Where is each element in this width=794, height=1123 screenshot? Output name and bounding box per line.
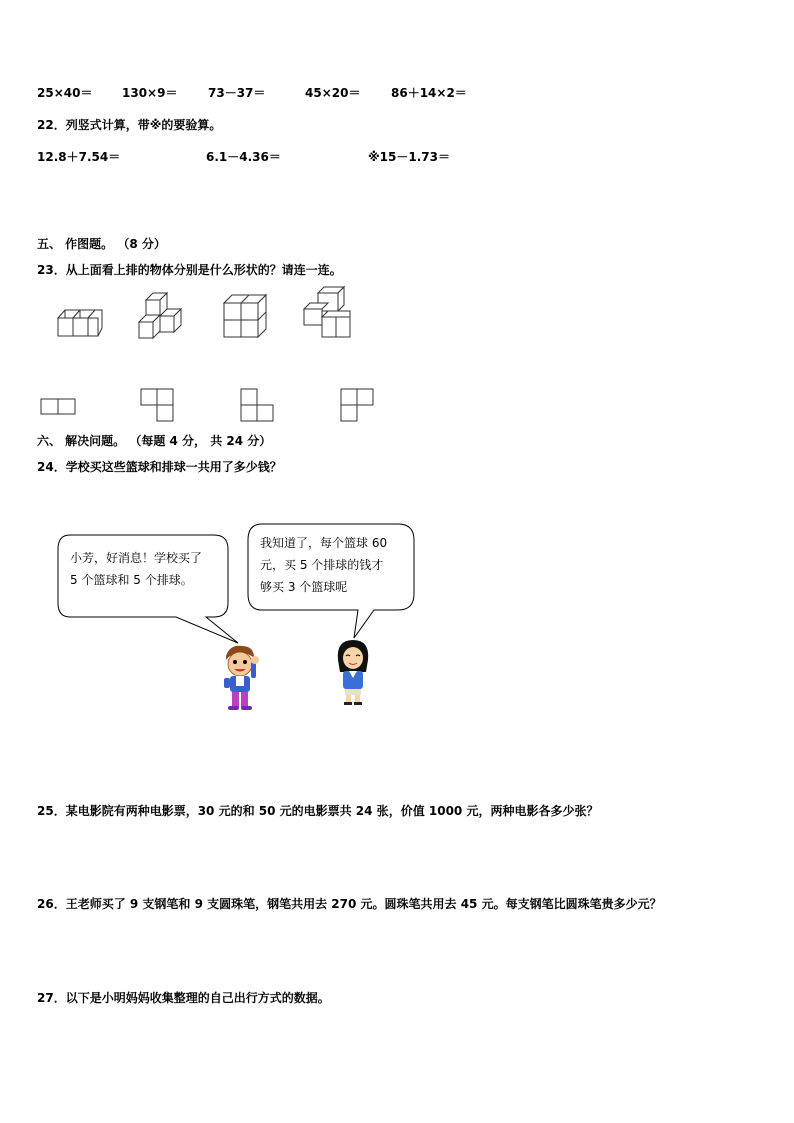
top-view-2 (140, 388, 176, 424)
bubble-left-line-1: 小芳，好消息！学校买了 (70, 551, 203, 565)
question-22: 22．列竖式计算，带※的要验算。 (37, 118, 222, 132)
calc-item-3: 73－37＝ (208, 86, 266, 100)
cube-figure-2 (136, 290, 188, 342)
bubble-left-line-2: 5 个篮球和 5 个排球。 (70, 573, 193, 587)
q22-item-2: 6.1－4.36＝ (206, 150, 281, 164)
bubble-right-line-1: 我知道了，每个篮球 60 (260, 536, 388, 550)
top-view-1 (40, 398, 76, 416)
boy-illustration (218, 644, 262, 712)
cube-figure-3 (222, 293, 270, 341)
calc-item-1: 25×40＝ (37, 86, 93, 100)
bubble-right-line-2: 元，买 5 个排球的钱才 (260, 558, 384, 572)
calc-item-2: 130×9＝ (122, 86, 178, 100)
q22-item-3: ※15－1.73＝ (368, 150, 450, 164)
question-27: 27．以下是小明妈妈收集整理的自己出行方式的数据。 (37, 991, 330, 1005)
cube-figure-4 (300, 285, 356, 341)
question-24: 24．学校买这些篮球和排球一共用了多少钱？ (37, 460, 282, 474)
calc-item-4: 45×20＝ (305, 86, 361, 100)
section-5-heading: 五、 作图题。 （8 分） (37, 237, 166, 251)
calc-item-5: 86＋14×2＝ (391, 86, 467, 100)
cube-figure-1 (55, 300, 105, 340)
section-6-heading: 六、 解决问题。 （每题 4 分， 共 24 分） (37, 434, 272, 448)
bubble-right-line-3: 够买 3 个篮球呢 (260, 580, 348, 594)
question-25: 25．某电影院有两种电影票，30 元的和 50 元的电影票共 24 张，价值 1000 元，两种电影各多少张？ (37, 804, 599, 818)
q22-item-1: 12.8＋7.54＝ (37, 150, 121, 164)
question-23: 23．从上面看上排的物体分别是什么形状的？请连一连。 (37, 263, 342, 277)
top-view-4 (340, 388, 376, 424)
girl-illustration (332, 638, 374, 706)
top-view-3 (240, 388, 276, 424)
question-26: 26．王老师买了 9 支钢笔和 9 支圆珠笔，钢笔共用去 270 元。圆珠笔共用去 45 元。每支钢笔比圆珠笔贵多少元？ (37, 897, 662, 911)
